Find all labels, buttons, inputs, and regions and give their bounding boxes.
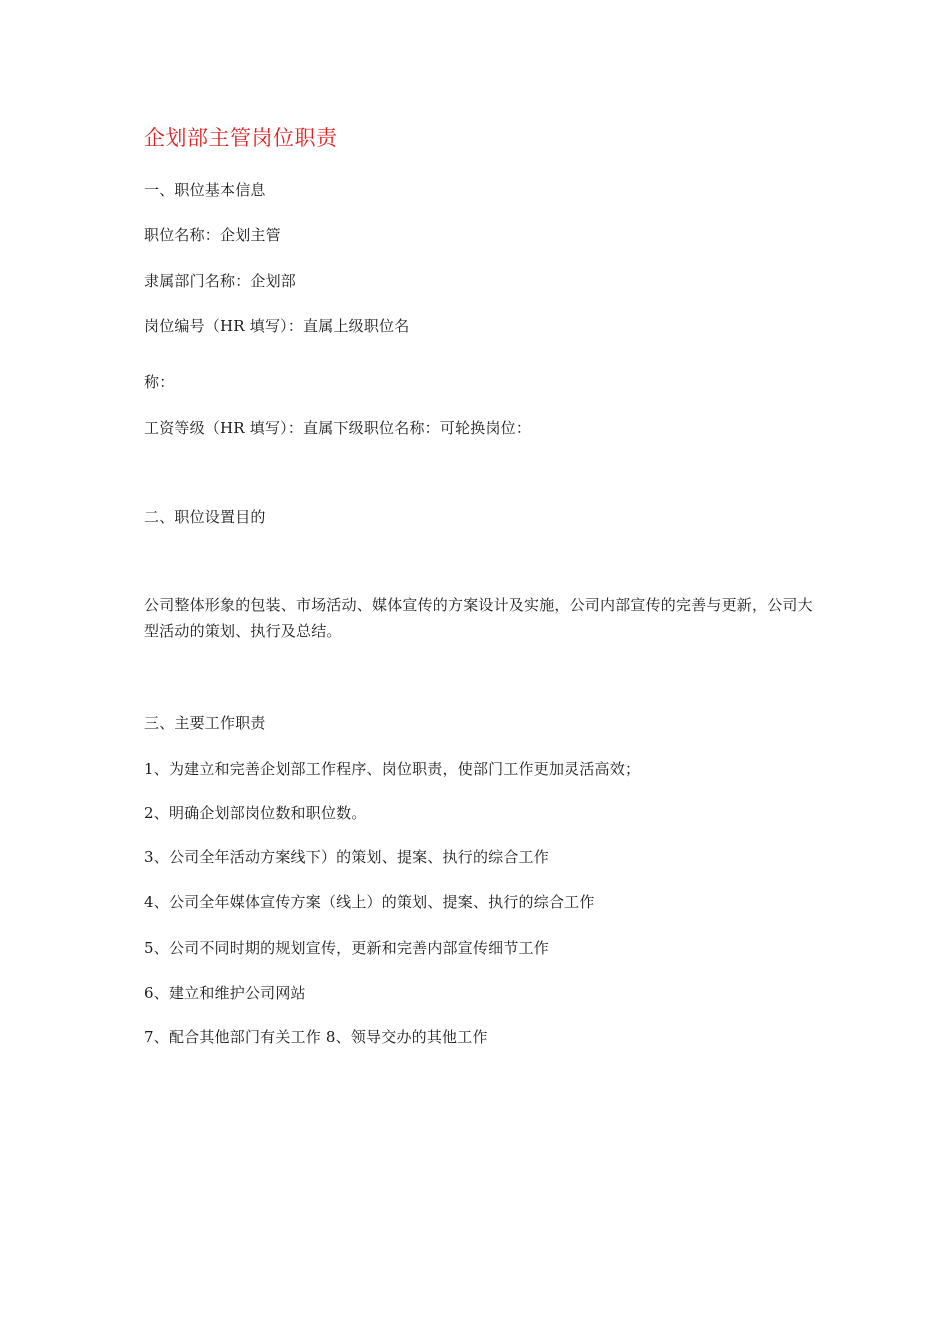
- duty-item: 6、建立和维护公司网站: [144, 984, 306, 1002]
- post-code: 岗位编号（HR 填写）：直属上级职位名: [144, 317, 410, 335]
- duty-item: 5、公司不同时期的规划宣传，更新和完善内部宣传细节工作: [144, 939, 549, 957]
- purpose-paragraph: 公司整体形象的包装、市场活动、媒体宣传的方案设计及实施，公司内部宣传的完善与更新，公司大型活动的策划、执行及总结。: [144, 596, 813, 640]
- section-heading-duties: 三、主要工作职责: [144, 714, 266, 732]
- section-heading-purpose: 二、职位设置目的: [144, 508, 266, 526]
- duty-item: 2、明确企划部岗位数和职位数。: [144, 804, 367, 822]
- document-title: 企划部主管岗位职责: [144, 126, 338, 150]
- duty-item: 1、为建立和完善企划部工作程序、岗位职责，使部门工作更加灵活高效；: [144, 760, 641, 778]
- salary-grade: 工资等级（HR 填写）：直属下级职位名称：可轮换岗位：: [144, 419, 532, 437]
- duty-item: 3、公司全年活动方案线下）的策划、提案、执行的综合工作: [144, 848, 549, 866]
- position-name: 职位名称：企划主管: [144, 226, 281, 244]
- section-heading-basic-info: 一、职位基本信息: [144, 181, 266, 199]
- duty-item: 7、配合其他部门有关工作 8、领导交办的其他工作: [144, 1028, 488, 1046]
- department-name: 隶属部门名称：企划部: [144, 272, 297, 290]
- post-code-continued: 称：: [144, 373, 175, 391]
- duty-item: 4、公司全年媒体宣传方案（线上）的策划、提案、执行的综合工作: [144, 893, 595, 911]
